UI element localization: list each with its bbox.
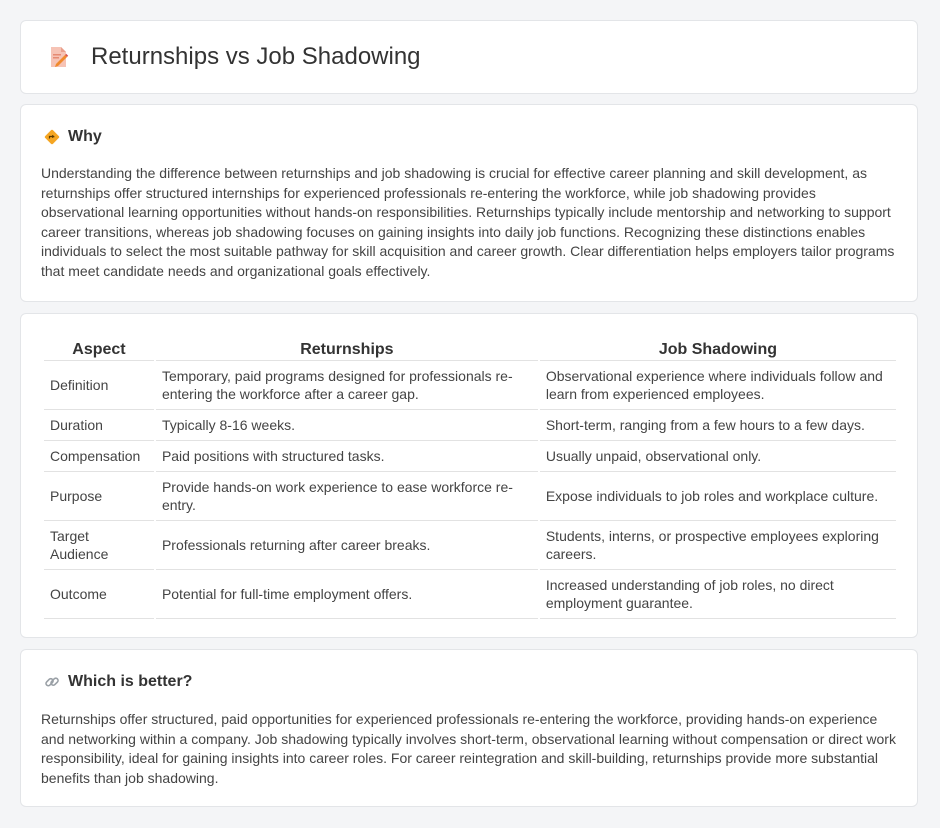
why-card [20, 104, 918, 302]
which-is-better-card [20, 649, 918, 807]
returnships-cell: Professionals returning after career breaks. [156, 521, 538, 570]
aspect-cell: Compensation [44, 441, 154, 472]
better-title: Which is better? [68, 673, 193, 690]
table-row [44, 570, 896, 619]
returnships-cell: Paid positions with structured tasks. [156, 441, 538, 472]
header-returnships: Returnships [156, 334, 538, 361]
job-shadowing-cell: Observational experience where individuals follow and learn from experienced employees. [540, 361, 896, 410]
returnships-cell: Potential for full-time employment offers. [156, 570, 538, 619]
link-icon [43, 673, 61, 691]
header-job-shadowing: Job Shadowing [540, 334, 896, 361]
why-body: Understanding the difference between returnships and job shadowing is crucial for effective career planning and skill development, as returnships offer structured internships for experienced professionals re-entering the workforce, while job shadowing provides observational learning opportunities without hands-on responsibilities. Returnships typically include mentorship and networking to support career transitions, whereas job shadowing focuses on gaining insights into daily job functions. Recognizing these distinctions enables individuals to select the most suitable pathway for skill acquisition and career growth. Clear differentiation helps employers tailor programs that meet candidate needs and organizational goals effectively. [41, 165, 895, 279]
table-row [44, 410, 896, 441]
returnships-cell: Typically 8-16 weeks. [156, 410, 538, 441]
better-heading [21, 650, 917, 692]
why-title: Why [68, 128, 102, 145]
comparison-table [42, 334, 898, 619]
returnships-cell: Temporary, paid programs designed for professionals re-entering the workforce after a career gap. [156, 361, 538, 410]
aspect-cell: Definition [44, 361, 154, 410]
comparison-card [20, 313, 918, 638]
header-card [20, 20, 918, 94]
aspect-cell: Duration [44, 410, 154, 441]
job-shadowing-cell: Increased understanding of job roles, no direct employment guarantee. [540, 570, 896, 619]
job-shadowing-cell: Usually unpaid, observational only. [540, 441, 896, 472]
table-row [44, 361, 896, 410]
table-row [44, 472, 896, 521]
aspect-cell: Purpose [44, 472, 154, 521]
aspect-cell: Outcome [44, 570, 154, 619]
table-header-row [44, 334, 896, 361]
table-row [44, 521, 896, 570]
job-shadowing-cell: Students, interns, or prospective employees exploring careers. [540, 521, 896, 570]
diamond-signpost-icon [43, 128, 61, 146]
job-shadowing-cell: Expose individuals to job roles and workplace culture. [540, 472, 896, 521]
returnships-cell: Provide hands-on work experience to ease workforce re-entry. [156, 472, 538, 521]
aspect-cell: Target Audience [44, 521, 154, 570]
document-pencil-icon [47, 45, 71, 69]
job-shadowing-cell: Short-term, ranging from a few hours to a few days. [540, 410, 896, 441]
page-title: Returnships vs Job Shadowing [91, 43, 421, 70]
why-heading [21, 105, 917, 147]
header-aspect: Aspect [44, 334, 154, 361]
better-body: Returnships offer structured, paid opportunities for experienced professionals re-entering the workforce, providing hands-on experience and networking within a company. Job shadowing typically involves short-term, observational learning without compensation or direct work responsibility, ideal for gaining insights into career roles. For career reintegration and skill-building, returnships provide more substantial benefits than job shadowing. [41, 711, 896, 786]
table-row [44, 441, 896, 472]
